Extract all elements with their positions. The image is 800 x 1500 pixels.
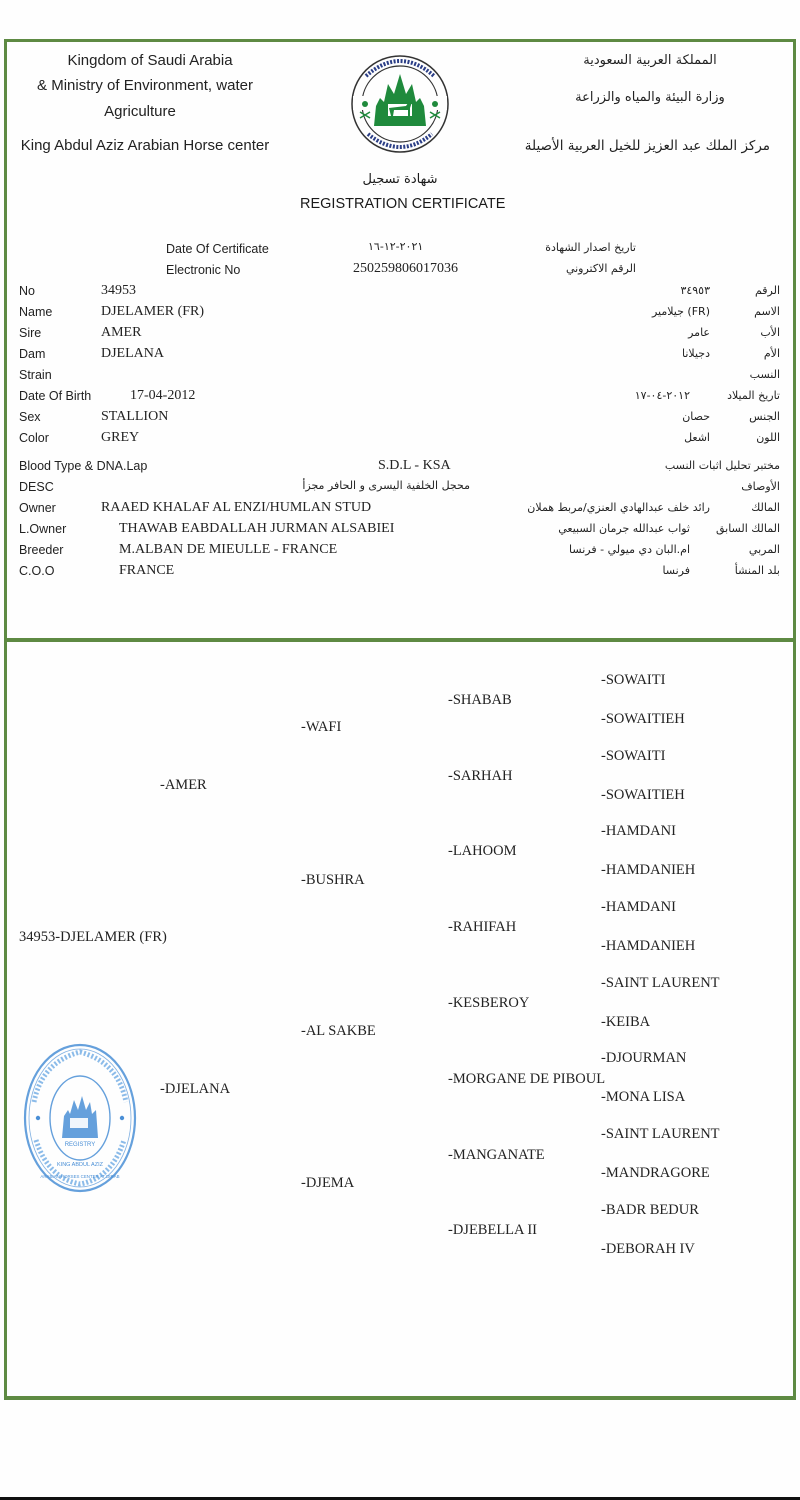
field-no-label: No	[19, 284, 35, 298]
horse-emblem-logo	[348, 46, 452, 166]
field-sire-value: AMER	[101, 325, 142, 340]
pedigree-gen3-7: -MANGANATE	[448, 1147, 545, 1163]
header-en-line-1: Kingdom of Saudi Arabia	[67, 52, 233, 69]
pedigree-gen3-2: -SARHAH	[448, 768, 513, 784]
header-en-line-3: Agriculture	[104, 103, 176, 120]
stamp-center-name-text: KING ABDUL AZIZ	[57, 1162, 103, 1168]
field-no-label-ar: الرقم	[754, 284, 780, 297]
owner-value-ar: رائد خلف عبدالهادي العنزي/مربط هملان	[527, 501, 710, 514]
l-owner-label-ar: المالك السابق	[715, 522, 780, 535]
pedigree-gen3-3: -LAHOOM	[448, 843, 517, 859]
date-of-certificate-label-ar: تاريخ اصدار الشهادة	[545, 241, 636, 254]
pedigree-gen3-4: -RAHIFAH	[448, 919, 517, 935]
field-no-value: 34953	[101, 283, 136, 298]
pedigree-gen4-8: -HAMDANIEH	[601, 938, 696, 954]
pedigree-gen4-13: -SAINT LAURENT	[601, 1126, 720, 1142]
field-dam-label-ar: الأم	[763, 347, 780, 360]
desc-label-ar: الأوصاف	[741, 480, 780, 493]
blood-type-label: Blood Type & DNA.Lap	[19, 459, 148, 473]
stamp-center-location-text: ARABIAN HORSES CENTER AT DIRAB	[40, 1174, 120, 1179]
pedigree-gen3-8: -DJEBELLA II	[448, 1222, 537, 1238]
pedigree-gen2-4: -DJEMA	[301, 1175, 355, 1191]
electronic-no-label-ar: الرقم الاكتروني	[565, 262, 636, 275]
coo-label-ar: بلد المنشأ	[734, 564, 780, 577]
owner-label: Owner	[19, 501, 56, 515]
field-name-value-ar: (FR) جيلامير	[651, 305, 710, 318]
pedigree-gen2-1: -WAFI	[301, 719, 342, 735]
title-ar: شهادة تسجيل	[362, 172, 438, 187]
pedigree-subject: 34953-DJELAMER (FR)	[19, 929, 167, 945]
field-sex-label: Sex	[19, 410, 41, 424]
field-sex-value: STALLION	[101, 409, 169, 424]
header-ar-line-2: وزارة البيئة والمياه والزراعة	[575, 90, 725, 105]
field-name-value: DJELAMER (FR)	[101, 304, 205, 319]
header-en-line-2: & Ministry of Environment, water	[37, 77, 253, 94]
field-dam-value-ar: دجيلانا	[682, 347, 710, 360]
field-dob-label-ar: تاريخ الميلاد	[727, 389, 780, 402]
breeder-label-ar: المربي	[748, 543, 780, 556]
electronic-no-value: 250259806017036	[353, 261, 458, 276]
pedigree-gen4-16: -DEBORAH IV	[601, 1241, 695, 1257]
breeder-value: M.ALBAN DE MIEULLE - FRANCE	[119, 542, 338, 557]
field-strain-label: Strain	[19, 368, 52, 382]
field-dob-value-ar: ٢٠١٢-٠٤-١٧	[634, 389, 690, 402]
pedigree-sire: -AMER	[160, 777, 207, 793]
pedigree-gen4-10: -KEIBA	[601, 1014, 651, 1030]
pedigree-gen4-15: -BADR BEDUR	[601, 1202, 699, 1218]
field-no-value-ar: ٣٤٩٥٣	[680, 284, 710, 297]
l-owner-value: THAWAB EABDALLAH JURMAN ALSABIEI	[119, 521, 395, 536]
pedigree-gen4-12: -MONA LISA	[601, 1089, 686, 1105]
field-strain-label-ar: النسب	[749, 368, 780, 381]
desc-label: DESC	[19, 480, 54, 494]
pedigree-gen4-6: -HAMDANIEH	[601, 862, 696, 878]
blood-type-label-ar: مختبر تحليل اثبات النسب	[664, 459, 780, 472]
pedigree-gen4-2: -SOWAITIEH	[601, 711, 685, 727]
pedigree-gen4-5: -HAMDANI	[601, 823, 676, 839]
coo-value-ar: فرنسا	[662, 564, 690, 577]
header-ar-line-3: مركز الملك عبد العزيز للخيل العربية الأصيلة	[524, 138, 770, 154]
header-ar-line-1: المملكة العربية السعودية	[583, 53, 717, 68]
pedigree-gen4-9: -SAINT LAURENT	[601, 975, 720, 991]
pedigree-gen3-6: -MORGANE DE PIBOUL	[448, 1071, 606, 1087]
breeder-label: Breeder	[19, 543, 64, 557]
field-dob-value: 17-04-2012	[130, 388, 196, 403]
field-color-label-ar: اللون	[756, 431, 780, 444]
pedigree-gen4-3: -SOWAITI	[601, 748, 666, 764]
stamp-registry-text: REGISTRY	[64, 1142, 96, 1148]
field-color-value-ar: اشعل	[684, 431, 710, 444]
electronic-no-label: Electronic No	[166, 263, 241, 277]
pedigree-gen3-1: -SHABAB	[448, 692, 512, 708]
pedigree-gen2-2: -BUSHRA	[301, 872, 365, 888]
field-dam-value: DJELANA	[101, 346, 164, 361]
l-owner-label: L.Owner	[19, 522, 67, 536]
coo-label: C.O.O	[19, 564, 55, 578]
owner-label-ar: المالك	[751, 501, 780, 514]
header-en-line-4: King Abdul Aziz Arabian Horse center	[20, 137, 270, 154]
desc-value: محجل الخلفية اليسرى و الحافر مجزأ	[302, 479, 470, 492]
l-owner-value-ar: ثواب عبدالله جرمان السبيعي	[558, 522, 690, 535]
breeder-value-ar: ام.البان دي ميولي - فرنسا	[569, 543, 690, 556]
title-en: REGISTRATION CERTIFICATE	[300, 196, 506, 212]
field-sire-label-ar: الأب	[760, 326, 780, 339]
pedigree-gen3-5: -KESBEROY	[448, 995, 530, 1011]
pedigree-frame	[4, 640, 796, 1400]
field-name-label: Name	[19, 305, 53, 319]
date-of-certificate-value: ٢٠٢١-١٢-١٦	[368, 240, 424, 253]
field-dam-label: Dam	[19, 347, 46, 361]
blood-type-value: S.D.L - KSA	[378, 458, 451, 473]
date-of-certificate-label: Date Of Certificate	[166, 242, 269, 256]
pedigree-dam: -DJELANA	[160, 1081, 231, 1097]
registry-stamp	[22, 1042, 138, 1194]
field-dob-label: Date Of Birth	[19, 389, 92, 403]
pedigree-gen4-1: -SOWAITI	[601, 672, 666, 688]
owner-value: RAAED KHALAF AL ENZI/HUMLAN STUD	[101, 500, 372, 515]
field-sire-label: Sire	[19, 326, 42, 340]
field-color-value: GREY	[101, 430, 140, 445]
field-sex-value-ar: حصان	[682, 410, 710, 423]
pedigree-gen2-3: -AL SAKBE	[301, 1023, 376, 1039]
field-sex-label-ar: الجنس	[749, 410, 780, 423]
field-sire-value-ar: عامر	[688, 326, 710, 339]
pedigree-gen4-7: -HAMDANI	[601, 899, 676, 915]
field-color-label: Color	[19, 431, 49, 445]
pedigree-gen4-14: -MANDRAGORE	[601, 1165, 710, 1181]
pedigree-gen4-11: -DJOURMAN	[601, 1050, 687, 1066]
coo-value: FRANCE	[119, 563, 175, 578]
field-name-label-ar: الاسم	[754, 305, 780, 318]
pedigree-gen4-4: -SOWAITIEH	[601, 787, 685, 803]
